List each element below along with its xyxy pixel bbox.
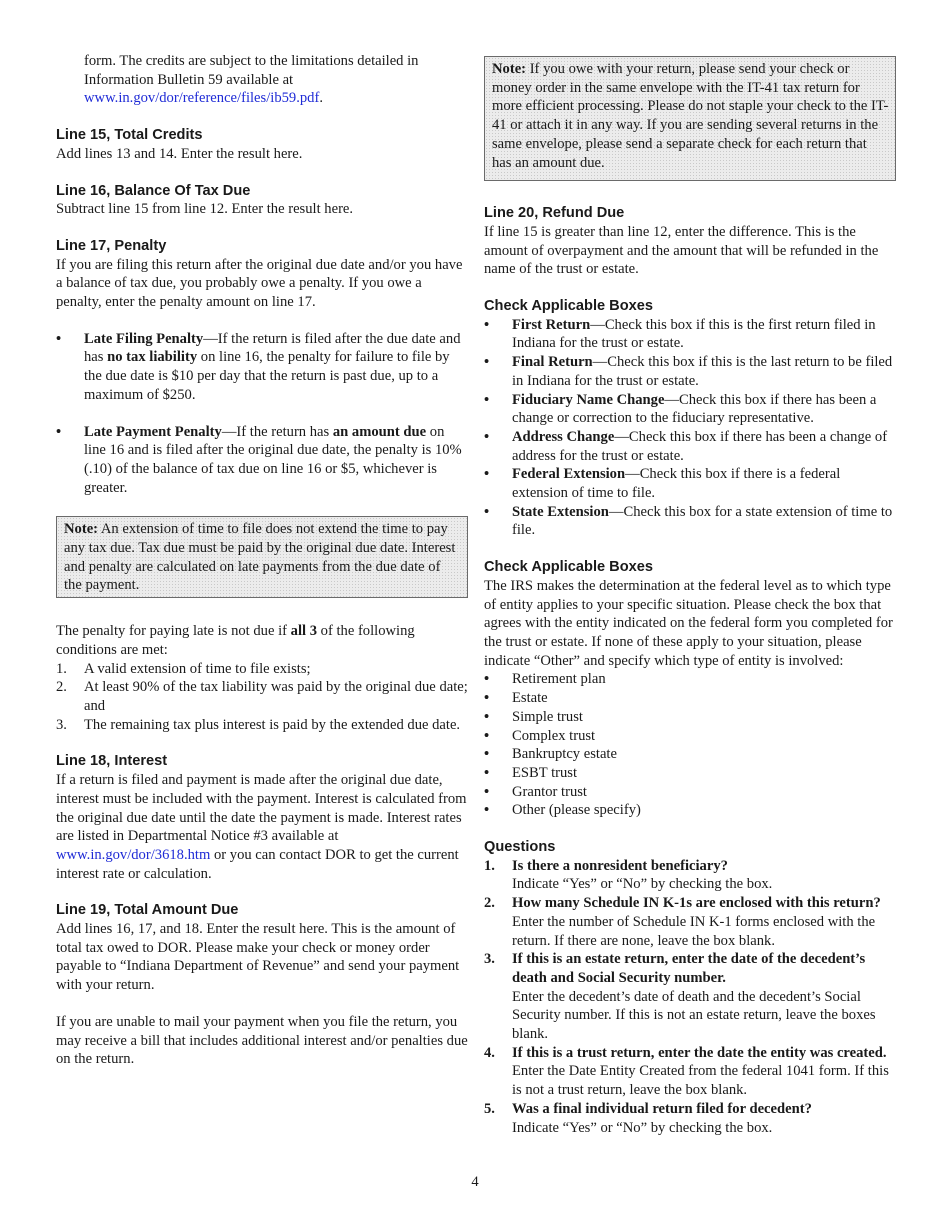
- page-number: 4: [471, 1174, 479, 1190]
- answer-text: Enter the decedent’s date of death and the decedent’s Social Security number. If this is not an estate return, leave the boxes blank.: [512, 988, 876, 1043]
- bullet-icon: •: [484, 746, 490, 763]
- item-text: Grantor trust: [512, 783, 587, 800]
- list-item: [484, 764, 896, 783]
- list-item: [484, 1044, 896, 1100]
- bullet-icon: •: [484, 764, 490, 781]
- line18-body: If a return is filed and payment is made after the original due date, interest must be included with the payment. Interest is calculated from the original due date until the date the payment is made. Interest rates are listed in Departmental Notice #3 available at: [56, 772, 467, 845]
- question-text: How many Schedule IN K-1s are enclosed with this return?: [512, 895, 881, 912]
- bullet-icon: •: [484, 354, 490, 371]
- late-filing-title: Late Filing Penalty: [84, 330, 204, 347]
- late-filing-text: —If the return is filed after the due date and has: [84, 330, 461, 366]
- bullet-icon: •: [484, 466, 490, 483]
- conditions-list: [56, 660, 468, 735]
- list-item: [484, 783, 896, 802]
- item-text: —Check this box if there is a federal extension of time to file.: [512, 466, 841, 502]
- right-column: [484, 0, 896, 1137]
- item-text: —Check this box if there has been a change or correction to the fiduciary representative.: [512, 391, 877, 427]
- item-number: 3.: [484, 951, 495, 968]
- list-item: [484, 465, 896, 502]
- list-item: [484, 353, 896, 390]
- check-boxes-heading: Check Applicable Boxes: [484, 298, 653, 315]
- line20-text: If line 15 is greater than line 12, enter the difference. This is the amount of overpayment and the amount that will be refunded in the name of the trust or estate.: [484, 223, 879, 278]
- bullet-icon: •: [484, 503, 490, 520]
- bullet-icon: •: [56, 423, 62, 440]
- conditions-text: The penalty for paying late is not due if: [56, 623, 291, 640]
- line18-text: [56, 771, 468, 883]
- late-filing-bold: no tax liability: [107, 349, 198, 366]
- bullet-icon: •: [484, 316, 490, 333]
- item-number: 3.: [56, 716, 67, 733]
- list-item: [56, 330, 468, 405]
- question-text: If this is a trust return, enter the date the entity was created.: [512, 1044, 887, 1061]
- item-text: Other (please specify): [512, 802, 641, 819]
- list-item: [484, 745, 896, 764]
- item-title: Final Return: [512, 354, 593, 371]
- question-text: Is there a nonresident beneficiary?: [512, 857, 728, 874]
- note-text: An extension of time to file does not extend the time to pay any tax due. Tax due must be paid by the original due date. Interest and penalty are calculated on late payments from the due date of the payment.: [64, 521, 456, 594]
- item-number: 4.: [484, 1044, 495, 1061]
- intro-text: form. The credits are subject to the limitations detailed in Information Bulletin 59 available at: [84, 53, 419, 88]
- list-item: [484, 708, 896, 727]
- item-text: Simple trust: [512, 708, 583, 725]
- interest-link[interactable]: www.in.gov/dor/3618.htm: [56, 846, 211, 863]
- bullet-icon: •: [484, 690, 490, 707]
- line18-heading: Line 18, Interest: [56, 753, 168, 770]
- list-item: [484, 503, 896, 540]
- list-item: [56, 423, 468, 498]
- item-text: Retirement plan: [512, 671, 606, 688]
- questions-list: [484, 857, 896, 1138]
- line20-heading: Line 20, Refund Due: [484, 205, 625, 222]
- ib59-link[interactable]: www.in.gov/dor/reference/files/ib59.pdf: [84, 90, 320, 107]
- entity-type-list: [484, 670, 896, 820]
- item-text: ESBT trust: [512, 764, 578, 781]
- item-title: State Extension: [512, 503, 609, 520]
- bullet-icon: •: [484, 428, 490, 445]
- list-item: [56, 716, 468, 735]
- payment-note: [484, 56, 896, 181]
- line18-tail: or you can contact DOR to get the current interest rate or calculation.: [56, 846, 459, 882]
- item-text: Complex trust: [512, 727, 596, 744]
- answer-text: Enter the number of Schedule IN K-1 forms enclosed with the return. If there are none, leave the box blank.: [512, 913, 876, 949]
- entity-boxes-text: The IRS makes the determination at the federal level as to which type of entity applies to your specific situation. Please check the box that agrees with the entity indicated on the federal form you completed for the trust or estate. If none of these apply to your situation, please indicate “Other” and specify which type of entity is involved:: [484, 577, 893, 669]
- answer-text: Enter the Date Entity Created from the federal 1041 form. If this is not a trust return, leave the box blank.: [512, 1063, 889, 1099]
- item-text: Bankruptcy estate: [512, 746, 617, 763]
- list-item: [56, 678, 468, 715]
- item-title: Address Change: [512, 428, 615, 445]
- item-text: At least 90% of the tax liability was paid by the original due date; and: [84, 679, 468, 714]
- line16-text: Subtract line 15 from line 12. Enter the result here.: [56, 201, 354, 218]
- list-item: [484, 801, 896, 820]
- item-number: 2.: [484, 895, 495, 912]
- item-text: —Check this box if this is the first return filed in Indiana for the trust or estate.: [512, 316, 876, 352]
- bullet-icon: •: [484, 727, 490, 744]
- item-number: 1.: [56, 660, 67, 677]
- list-item: [484, 316, 896, 353]
- line19-text: Add lines 16, 17, and 18. Enter the result here. This is the amount of total tax owed to DOR. Please make your check or money order payable to “Indiana Department of Revenue” and send your payment with your return.: [56, 921, 460, 994]
- note-label: Note:: [492, 61, 527, 77]
- list-item: [484, 689, 896, 708]
- conditions-intro: [56, 622, 468, 659]
- line15-heading: Line 15, Total Credits: [56, 127, 203, 144]
- item-text: The remaining tax plus interest is paid by the extended due date.: [84, 716, 461, 733]
- answer-text: Indicate “Yes” or “No” by checking the box.: [512, 876, 773, 893]
- list-item: [484, 1100, 896, 1137]
- entity-boxes-heading: Check Applicable Boxes: [484, 559, 653, 576]
- questions-heading: Questions: [484, 839, 556, 856]
- note-text: If you owe with your return, please send your check or money order in the same envelope with the IT-41 tax return for more efficient processing. Please do not staple your check to the IT-41 or attach it in any way. If you are sending several returns in the same envelope, please send a separate check for each return that has an amount due.: [492, 61, 889, 171]
- extension-note: [56, 516, 468, 598]
- bullet-icon: •: [484, 802, 490, 819]
- conditions-bold: all 3: [290, 623, 318, 640]
- list-item: [484, 391, 896, 428]
- item-text: Estate: [512, 690, 548, 707]
- intro-tail: .: [319, 90, 323, 107]
- bullet-icon: •: [56, 330, 62, 347]
- list-item: [484, 670, 896, 689]
- intro-paragraph: [56, 52, 468, 108]
- list-item: [484, 857, 896, 894]
- line15-text: Add lines 13 and 14. Enter the result here.: [56, 145, 303, 162]
- late-payment-text: —If the return has: [221, 423, 333, 440]
- item-number: 5.: [484, 1100, 495, 1117]
- line17-heading: Line 17, Penalty: [56, 237, 167, 254]
- return-boxes-list: [484, 316, 896, 540]
- bullet-icon: •: [484, 391, 490, 408]
- list-item: [56, 660, 468, 679]
- item-number: 1.: [484, 857, 495, 874]
- left-column: [56, 0, 468, 1069]
- list-item: [484, 894, 896, 950]
- item-text: —Check this box for a state extension of time to file.: [512, 503, 893, 539]
- item-title: First Return: [512, 316, 591, 333]
- late-filing-text-end: on line 16, the penalty for failure to file by the due date is $10 per day that the return is past due, up to a maximum of $250.: [84, 349, 450, 403]
- line19-text-2: If you are unable to mail your payment when you file the return, you may receive a bill that includes additional interest and/or penalties due on the return.: [56, 1013, 468, 1068]
- late-payment-bold: an amount due: [332, 423, 427, 440]
- late-payment-text-end: on line 16 and is filed after the original due date, the penalty is 10% (.10) of the balance of tax due on line 16 or $5, whichever is greater.: [84, 423, 462, 496]
- bullet-icon: •: [484, 671, 490, 688]
- note-label: Note:: [64, 521, 99, 538]
- line17-text: If you are filing this return after the original due date and/or you have a balance of tax due, you probably owe a penalty. If you owe a penalty, enter the penalty amount on line 17.: [56, 256, 463, 311]
- line16-heading: Line 16, Balance Of Tax Due: [56, 182, 251, 199]
- penalty-list: [56, 330, 468, 498]
- item-number: 2.: [56, 679, 67, 696]
- bullet-icon: •: [484, 708, 490, 725]
- late-payment-title: Late Payment Penalty: [84, 423, 222, 440]
- line19-heading: Line 19, Total Amount Due: [56, 902, 239, 919]
- list-item: [484, 428, 896, 465]
- question-text: If this is an estate return, enter the date of the decedent’s death and Social Security number.: [512, 951, 866, 986]
- answer-text: Indicate “Yes” or “No” by checking the box.: [512, 1119, 773, 1136]
- question-text: Was a final individual return filed for decedent?: [512, 1100, 812, 1117]
- list-item: [484, 727, 896, 746]
- item-text: —Check this box if there has been a change of address for the trust or estate.: [512, 428, 888, 464]
- bullet-icon: •: [484, 783, 490, 800]
- item-text: —Check this box if this is the last return to be filed in Indiana for the trust or estate.: [512, 354, 893, 389]
- item-text: A valid extension of time to file exists;: [84, 660, 311, 677]
- list-item: [484, 950, 896, 1044]
- item-title: Federal Extension: [512, 466, 626, 483]
- conditions-text-end: of the following conditions are met:: [56, 623, 415, 658]
- item-title: Fiduciary Name Change: [512, 391, 665, 408]
